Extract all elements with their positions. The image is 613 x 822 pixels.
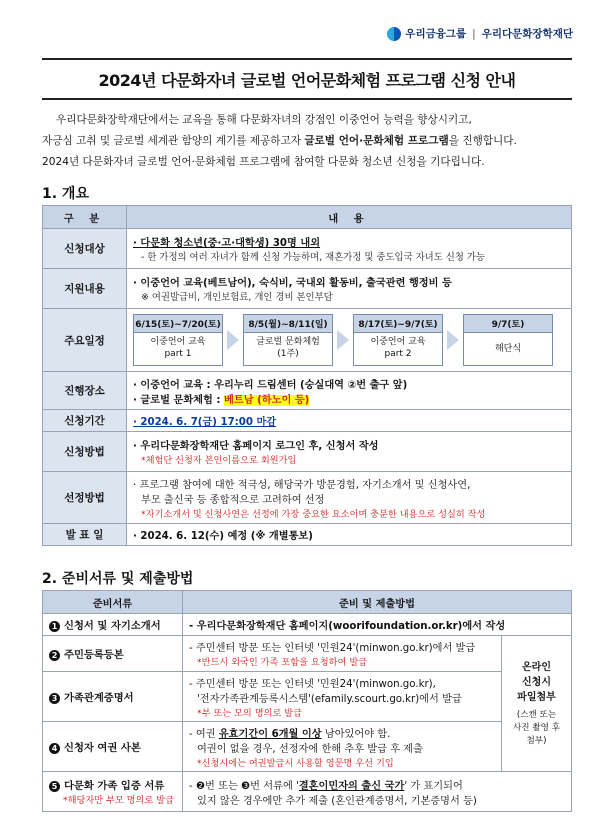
- row-label-schedule: 주요일정: [43, 309, 127, 372]
- col-header-documents: 준비서류: [43, 591, 183, 614]
- row-content-period: · 2024. 6. 7(금) 17:00 마감: [127, 410, 572, 432]
- col-header-content: 내 용: [127, 206, 572, 229]
- doc-name-resident-register: 2 주민등록등본: [43, 636, 183, 672]
- schedule-step: 8/17(토)~9/7(토) 이중언어 교육 part 2: [353, 314, 443, 366]
- intro-line-3: 2024년 다문화자녀 글로벌 언어·문화체험 프로그램에 참여할 다문화 청소년 신청을 기다립니다.: [42, 156, 485, 168]
- online-attachment-note: 온라인 신청시 파일첨부 (스캔 또는 사진 촬영 후 첨부): [501, 636, 571, 772]
- doc-name-passport-copy: 4 신청자 여권 사본: [43, 722, 183, 772]
- intro-line-2: 자긍심 고취 및 글로벌 세계관 함양의 계기를 제공하고자 글로벌 언어·문화체험 프로그램을 진행합니다.: [42, 135, 517, 147]
- schedule-step: 8/5(월)~8/11(일) 글로벌 문화체험 (1주): [243, 314, 333, 366]
- schedule-flow: [133, 311, 565, 369]
- intro-paragraph: [42, 110, 572, 173]
- brand-separator: |: [472, 27, 476, 40]
- intro-line-1: 우리다문화장학재단에서는 교육을 통해 다문화자녀의 강점인 이중언어 능력을 향상시키고,: [56, 114, 472, 126]
- arrow-right-icon: [337, 330, 349, 350]
- row-content-method: · 우리다문화장학재단 홈페이지 로그인 후, 신청서 작성 *체험단 신청자 본인이름으로 회원가입: [127, 432, 572, 472]
- row-content-target: · 다문화 청소년(중·고·대학생) 30명 내외 - 한 가정의 여러 자녀가 함께 신청 가능하며, 재혼가정 및 중도입국 자녀도 신청 가능: [127, 229, 572, 269]
- doc-name-family-certificate: 3 가족관계증명서: [43, 672, 183, 722]
- doc-name-application: 1 신청서 및 자기소개서: [43, 614, 183, 636]
- woori-logo-icon: [387, 27, 401, 41]
- doc-method-family-certificate: - 주민센터 방문 또는 인터넷 '민원24'(minwon.go.kr), '전자가족관계등록시스템'(efamily.scourt.go.kr)에서 발급 *부 또는 모의 명의로 발급: [183, 672, 502, 722]
- doc-name-multicultural-proof: 5 다문화 가족 입증 서류 *해당자만 부모 명의로 발급: [43, 772, 183, 812]
- row-content-support: · 이중언어 교육(베트남어), 숙식비, 국내외 활동비, 출국관련 행정비 등 ※ 여권발급비, 개인보험료, 개인 경비 본인부담: [127, 269, 572, 309]
- row-label-announce: 발 표 일: [43, 524, 127, 546]
- section-1-heading: 1. 개요: [42, 186, 89, 202]
- arrow-right-icon: [227, 330, 239, 350]
- page-title: 2024년 다문화자녀 글로벌 언어문화체험 프로그램 신청 안내: [42, 58, 572, 100]
- col-header-category: 구 분: [43, 206, 127, 229]
- brand-group: 우리금융그룹: [405, 28, 467, 40]
- overview-table: [42, 205, 572, 546]
- row-content-venue: · 이중언어 교육 : 우리누리 드림센터 (숭실대역 ②번 출구 앞) · 글로벌 문화체험 : 베트남 (하노이 등): [127, 372, 572, 410]
- row-content-announce: · 2024. 6. 12(수) 예정 (※ 개별통보): [127, 524, 572, 546]
- row-content-selection: · 프로그램 참여에 대한 적극성, 해당국가 방문경험, 자기소개서 및 신청사연, 부모 출신국 등 종합적으로 고려하여 선정 *자기소개서 및 신청사연은 선정에 가장 중요한 요소이며 충분한 내용으로 성실히 작성: [127, 472, 572, 524]
- doc-method-resident-register: - 주민센터 방문 또는 인터넷 '민원24'(minwon.go.kr)에서 발급 *반드시 외국인 가족 포함을 요청하여 발급: [183, 636, 502, 672]
- section-2-heading: 2. 준비서류 및 제출방법: [42, 571, 194, 587]
- row-label-selection: 선정방법: [43, 472, 127, 524]
- brand-header: [387, 26, 573, 41]
- row-label-support: 지원내용: [43, 269, 127, 309]
- row-content-schedule: [127, 309, 572, 372]
- schedule-step: 6/15(토)~7/20(토) 이중언어 교육 part 1: [133, 314, 223, 366]
- row-label-target: 신청대상: [43, 229, 127, 269]
- col-header-submission: 준비 및 제출방법: [183, 591, 572, 614]
- schedule-step: 9/7(토) 해단식: [463, 314, 553, 366]
- row-label-venue: 진행장소: [43, 372, 127, 410]
- row-label-period: 신청기간: [43, 410, 127, 432]
- documents-table: [42, 590, 572, 812]
- arrow-right-icon: [447, 330, 459, 350]
- doc-method-passport-copy: - 여권 유효기간이 6개월 이상 남아있어야 함. 여권이 없을 경우, 선정자에 한해 추후 발급 후 제출 *신청시에는 여권발급시 사용할 영문명 우선 기입: [183, 722, 502, 772]
- row-label-method: 신청방법: [43, 432, 127, 472]
- brand-foundation: 우리다문화장학재단: [481, 28, 573, 40]
- doc-method-multicultural-proof: - ❷번 또는 ❸번 서류에 '결혼이민자의 출신 국가' 가 표기되어 있지 않은 경우에만 추가 제출 (혼인관계증명서, 기본증명서 등): [183, 772, 572, 812]
- doc-method-application: - 우리다문화장학재단 홈페이지(woorifoundation.or.kr)에서 작성: [183, 614, 572, 636]
